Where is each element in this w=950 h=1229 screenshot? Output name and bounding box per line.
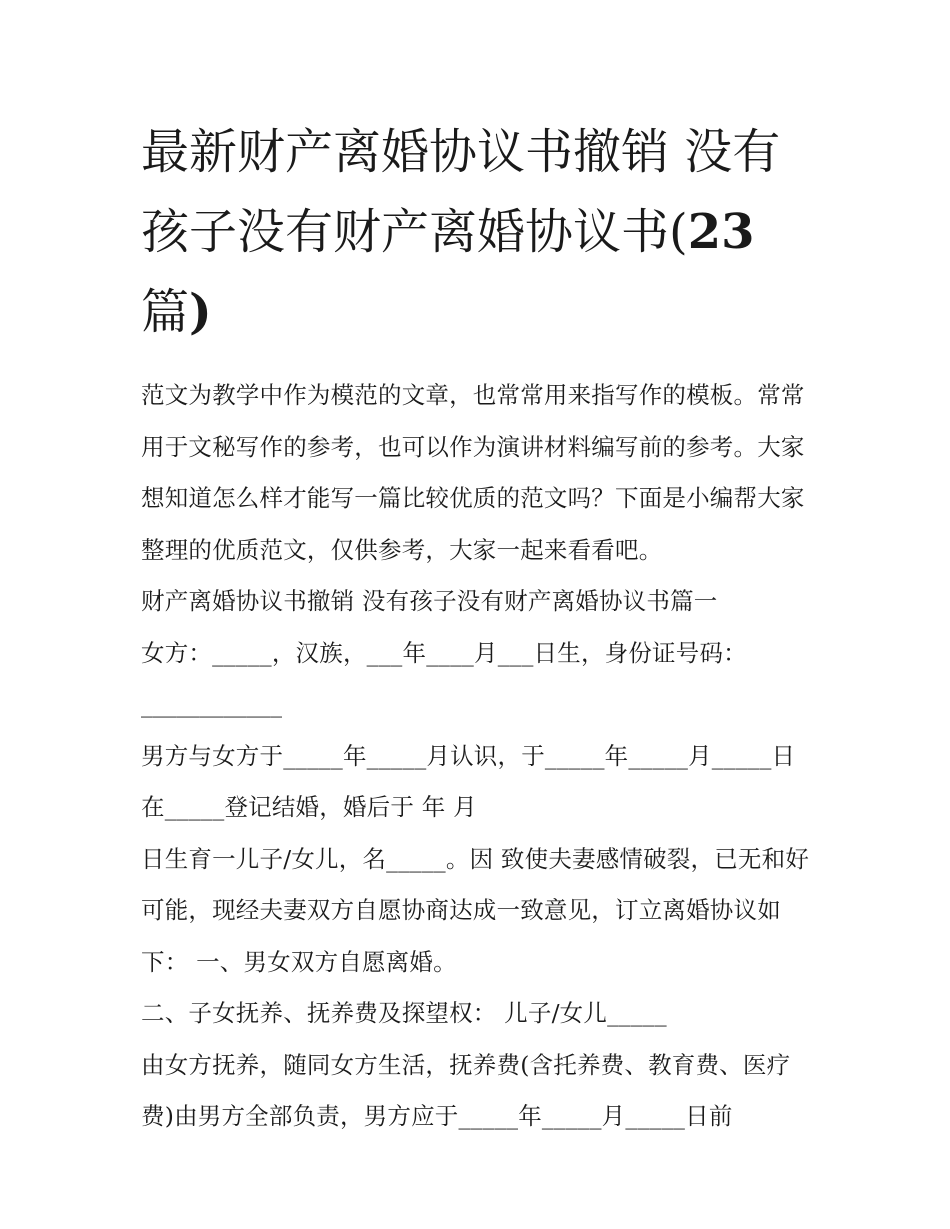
marriage-paragraph: 男方与女方于_____年_____月认识，于_____年_____月_____日在_____登记结婚，婚后于 年 月 — [141, 741, 796, 821]
title-end-text: 篇 — [141, 284, 190, 340]
document-page — [141, 112, 816, 1143]
clause-two: 二、子女抚养、抚养费及探望权： 儿子/女儿_____ — [141, 999, 667, 1027]
intro-paragraph: 范文为教学中作为模范的文章，也常常用来指写作的模板。常常用于文秘写作的参考，也可以作为演讲材料编写前的参考。大家想知道怎么样才能写一篇比较优质的范文吗？下面是小编帮大家整理的优质范文，仅供参考，大家一起来看看吧。 — [141, 381, 805, 564]
document-title — [141, 112, 816, 352]
female-info-line: 女方：_____，汉族，___年____月___日生，身份证号码： — [141, 638, 747, 667]
support-paragraph: 由女方抚养，随同女方生活，抚养费(含托养费、教育费、医疗费)由男方全部负责，男方应于_____年_____月_____日前 — [141, 1050, 791, 1130]
title-text: 最新财产离婚协议书撤销 没有孩子没有财产离婚协议书( — [141, 124, 781, 260]
section-heading: 财产离婚协议书撤销 没有孩子没有财产离婚协议书篇一 — [141, 587, 718, 615]
title-count: 23 — [687, 204, 755, 260]
female-id-blank: ____________ — [141, 690, 282, 718]
child-paragraph: 日生育一儿子/女儿，名_____。因 致使夫妻感情破裂，已无和好可能，现经夫妻双方自愿协商达成一致意见，订立离婚协议如下： 一、男女双方自愿离婚。 — [141, 844, 810, 976]
title-end-paren: ) — [189, 284, 212, 340]
